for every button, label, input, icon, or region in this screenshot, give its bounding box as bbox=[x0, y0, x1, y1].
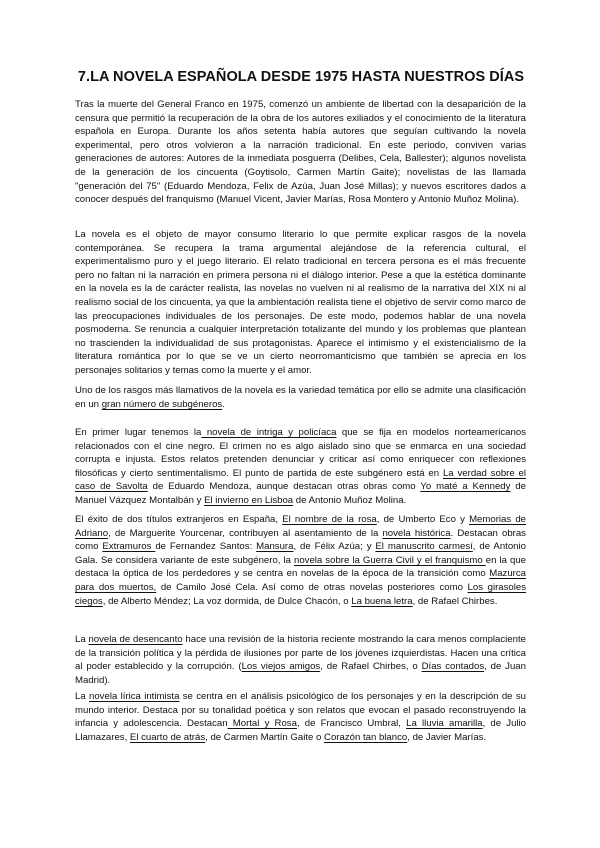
underlined-title: Los girasoles ciegos bbox=[75, 581, 527, 607]
paragraph-historical-novel bbox=[75, 513, 526, 608]
text-run: de Antonio Muñoz Molina. bbox=[293, 494, 407, 506]
paragraph-context: Tras la muerte del General Franco en 1975, comenzó un ambiente de libertad con la desaparición de la censura que permitió la recuperación de la obra de los autores exiliados y el conocimiento de la literatura española en Europa. Durante los años setenta había autores que seguían cultivando la novela experimental, pero otros volvieron a la narración tradicional. En este periodo, conviven varias generaciones de autores: Autores de la inmediata posguerra (Delibes, Cela, Ballester); algunos novelista de la generación de los cincuenta (Goytisolo, Carmen Martín Gaite); novelistas de las llamada "generación del 75" (Eduardo Mendoza, Felix de Azúa, Juan José Millas); y nuevos escritores dados a conocer después del franquismo (Manuel Vicent, Javier Marías, Rosa Montero y Antonio Muñoz Molina). bbox=[75, 99, 526, 206]
text-run: . bbox=[222, 398, 225, 410]
underlined-title: Memorias de Adriano bbox=[75, 514, 527, 539]
text-run: , de Marguerite Yourcenar, contribuyen al asentamiento de la bbox=[108, 527, 383, 539]
text-run: , de Rafael Chirbes, o bbox=[320, 661, 422, 673]
underlined-title: La lluvia amarilla bbox=[406, 718, 483, 730]
text-run: , de Rafael Chirbes. bbox=[412, 595, 498, 607]
text-run: de Fernandez Santos: bbox=[155, 541, 257, 553]
text-run: La bbox=[75, 634, 89, 645]
underlined-term: novela histórica bbox=[382, 527, 451, 539]
text-run: de Eduardo Mendoza, aunque destacan otras obras como bbox=[147, 481, 421, 493]
text-run: que se fija en modelos norteamericanos relacionados con el cine negro. El crimen no es algo aislado sino que se enmarca en una sociedad corrupta e injusta. Estos relatos pretenden denunciar y criticar así como enriquecer con reflexiones filosóficas y cierto sentimentalismo. El punto de partida de este subgénero está en bbox=[75, 427, 526, 479]
underlined-term: novela de desencanto bbox=[88, 634, 183, 645]
underlined-title: Mortal y Rosa bbox=[227, 718, 297, 730]
text-run: , de Félix Azúa; y bbox=[293, 541, 376, 553]
text-run: , de Javier Marías. bbox=[407, 731, 487, 743]
underlined-title: La verdad sobre el caso de Savolta bbox=[75, 467, 527, 493]
underlined-title: Mansura bbox=[256, 541, 294, 553]
paragraph-lyrical-novel bbox=[75, 690, 526, 744]
underlined-title: Mazurca para dos muertos, bbox=[75, 568, 526, 593]
text-run: hace una revisión de la historia reciente mostrando la cara menos complaciente de la transición política y la pérdida de ilusiones por parte de los jóvenes izquierdistas. Hacen una crítica al poder establecido y la corrupción. ( bbox=[75, 634, 526, 673]
text-run: Uno de los rasgos más llamativos de la novela es la variedad temática por ello se admite una clasificación en un bbox=[75, 385, 526, 410]
text-run: La bbox=[75, 691, 90, 702]
underlined-term: gran número de subgéneros bbox=[101, 398, 223, 410]
underlined-title: Los viejos amigos bbox=[241, 661, 321, 673]
text-run: , de Antonio Gala. Se considera variante de este subgénero, la bbox=[75, 541, 526, 566]
text-run: . Destacan obras como bbox=[75, 527, 526, 553]
underlined-title: El cuarto de atrás bbox=[129, 731, 206, 743]
text-run: , de Umberto Eco y bbox=[376, 514, 470, 525]
underlined-term: novela lírica intimista bbox=[89, 691, 180, 702]
text-run: de Camilo José Cela. Así como de otras novelas posteriores como bbox=[156, 581, 468, 593]
underlined-title: Yo maté a Kennedy bbox=[420, 481, 511, 493]
paragraph-variety bbox=[75, 384, 526, 411]
underlined-title: Días contados bbox=[421, 661, 485, 673]
paragraph-crime-novel bbox=[75, 426, 526, 508]
text-run: , de Carmen Martín Gaite o bbox=[205, 731, 325, 743]
text-run: , de Julio Llamazares, bbox=[75, 718, 526, 743]
underlined-title: La buena letra bbox=[351, 595, 413, 607]
underlined-title: El manuscrito carmesí bbox=[375, 541, 473, 553]
text-run: En primer lugar tenemos la bbox=[75, 427, 202, 438]
underlined-title: El nombre de la rosa bbox=[282, 514, 377, 525]
page-title: 7.LA NOVELA ESPAÑOLA DESDE 1975 HASTA NUESTROS DÍAS bbox=[77, 69, 525, 85]
text-run: se centra en el análisis psicológico de los personajes y en la descripción de su mundo interior. Destaca por su tonalidad poética y son relatos que evocan el pasado reconstruyendo la infancia y adolescencia. Destacan bbox=[75, 691, 526, 730]
text-run: en la que destaca la óptica de los perdedores y se centra en novelas de la época de la transición como bbox=[75, 554, 526, 580]
paragraph-disenchantment-novel bbox=[75, 633, 526, 687]
underlined-term: novela de intriga y policíaca bbox=[201, 427, 337, 438]
text-run: El éxito de dos títulos extranjeros en España, bbox=[75, 514, 283, 525]
text-run: , de Alberto Méndez; La voz dormida, de Dulce Chacón, o bbox=[102, 595, 352, 607]
underlined-term: novela sobre la Guerra Civil y el franquismo bbox=[294, 554, 486, 566]
text-run: de Manuel Vázquez Montalbán y bbox=[75, 481, 526, 506]
underlined-title: El invierno en Lisboa bbox=[204, 494, 294, 506]
text-run: , de Juan Madrid). bbox=[75, 661, 526, 686]
underlined-title: Corazón tan blanco bbox=[324, 731, 408, 743]
text-run: , de Francisco Umbral, bbox=[296, 718, 407, 730]
paragraph-features: La novela es el objeto de mayor consumo literario lo que permite explicar rasgos de la novela contemporánea. Se recupera la trama argumental alejándose de la referencia cultural, el experimentalismo puro y el juego literario. El relato tradicional en tercera persona es el más frecuente pero no faltan ni la narración en primera persona ni el diálogo interior. Pese a que la estética dominante en la novela es la de carácter realista, las novelas no vuelven ni al realismo de la narrativa del XIX ni al realismo social de los cincuenta, ya que la ambientación realista tiene el objetivo de servir como marco de las preocupaciones individuales de los personajes. De este modo, podemos hablar de una novela posmoderna. Se renuncia a cualquier interpretación totalizante del mundo y los problemas que plantean no trascienden la individualidad de sus protagonistas. Aparece el intimismo y el existencialismo de la literatura romántica por lo que se ve un cierto neorromanticismo que también se aprecia en los personajes solitarios y temas como la muerte y el amor. bbox=[75, 229, 526, 376]
underlined-title: Extramuros bbox=[102, 541, 156, 553]
